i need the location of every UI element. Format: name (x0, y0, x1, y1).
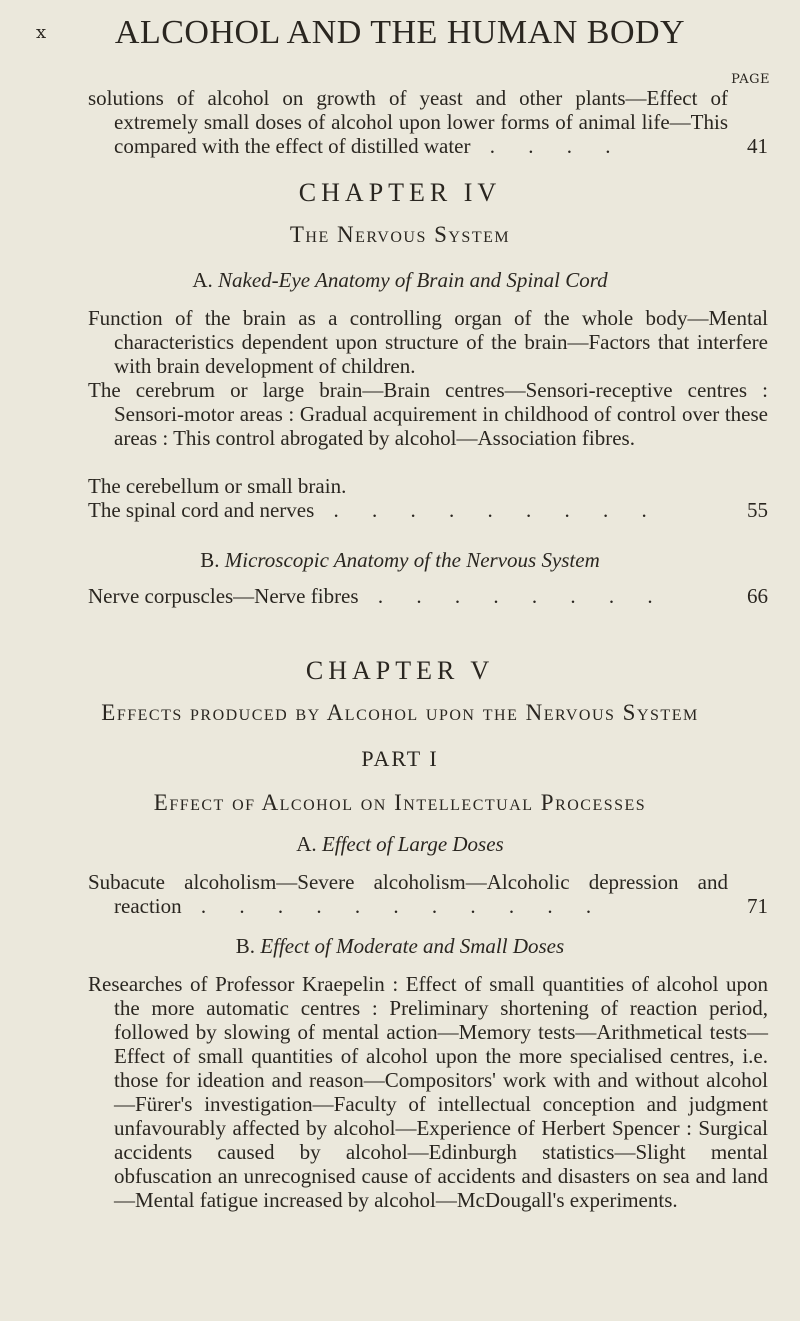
entry-text: Nerve corpuscles—Nerve fibres (88, 584, 359, 608)
page-numeral: x (36, 22, 47, 43)
toc-entry-nerve: Nerve corpuscles—Nerve fibres . . . . . . . . 66 (88, 584, 768, 608)
toc-entry: Function of the brain as a controlling organ of the whole body—Mental characteristics dependent upon structure of the brain—Factors that interfere with brain development of children. (88, 306, 768, 378)
toc-entry-yeast: solutions of alcohol on growth of yeast and other plants—Effect of extremely small doses of alcohol upon lower forms of animal life—This compared with the effect of distilled water . . . . 41 (88, 86, 768, 158)
toc-entry-kraepelin: Researches of Professor Kraepelin : Effect of small quantities of alcohol upon the more automatic centres : Preliminary shortening of reaction period, followed by slowing of mental action—Memory tests—Arithmetical tests—Effect of small quantities of alcohol upon the more specialised centres, i.e. those for ideation and reason—Compositors' work with and without alcohol—Fürer's investigation—Faculty of intellectual conception and judgment unfavourably affected by alcohol—Experience of Herbert Spencer : Surgical accidents caused by alcohol—Edinburgh statistics—Slight mental obfuscation an unrecognised cause of accidents and disasters on sea and land—Mental fatigue increased by alcohol—McDougall's experiments. (88, 972, 768, 1212)
toc-entry: The cerebellum or small brain. (88, 474, 347, 498)
chapter-5-section-b-title: B. Effect of Moderate and Small Doses (235, 934, 565, 958)
page-number: 55 (747, 498, 768, 522)
entry-text: solutions of alcohol on growth of yeast and other plants—Effect of extremely small doses of alcohol upon lower forms of animal life—This compared with the effect of distilled water (88, 86, 728, 158)
chapter-4-heading: CHAPTER IV (298, 178, 502, 207)
running-head (0, 10, 800, 50)
part-heading: PART I (361, 746, 439, 771)
page-column-label: PAGE (731, 72, 770, 87)
chapter-4-title: The Nervous System (289, 222, 511, 247)
entry-text: Subacute alcoholism—Severe alcoholism—Alcoholic depression and reaction (88, 870, 728, 918)
entry-text: The spinal cord and nerves (88, 498, 315, 522)
part-title: Effect of Alcohol on Intellectual Processes (153, 790, 647, 815)
chapter-4-section-a-title: A. Naked-Eye Anatomy of Brain and Spinal Cord (192, 268, 608, 292)
toc-entry: The cerebrum or large brain—Brain centres—Sensori-receptive centres : Sensori-motor areas : Gradual acquirement in childhood of control over these areas : This control abrogated by alcohol—Association fibres. (88, 378, 768, 450)
chapter-5-section-a-title: A. Effect of Large Doses (296, 832, 504, 856)
page-number: 71 (747, 894, 768, 918)
chapter-5-heading: CHAPTER V (305, 656, 495, 685)
chapter-4-section-b-title: B. Microscopic Anatomy of the Nervous System (200, 548, 600, 572)
page-number: 41 (747, 134, 768, 158)
chapter-5-title: Effects produced by Alcohol upon the Nervous System (101, 700, 699, 725)
page-number: 66 (747, 584, 768, 608)
toc-entry-subacute: Subacute alcoholism—Severe alcoholism—Alcoholic depression and reaction . . . . . . . . . . . 71 (88, 870, 768, 918)
toc-entry-spinal-cord: The spinal cord and nerves . . . . . . . . . 55 (88, 498, 768, 522)
running-title: ALCOHOL AND THE HUMAN BODY (114, 14, 686, 51)
